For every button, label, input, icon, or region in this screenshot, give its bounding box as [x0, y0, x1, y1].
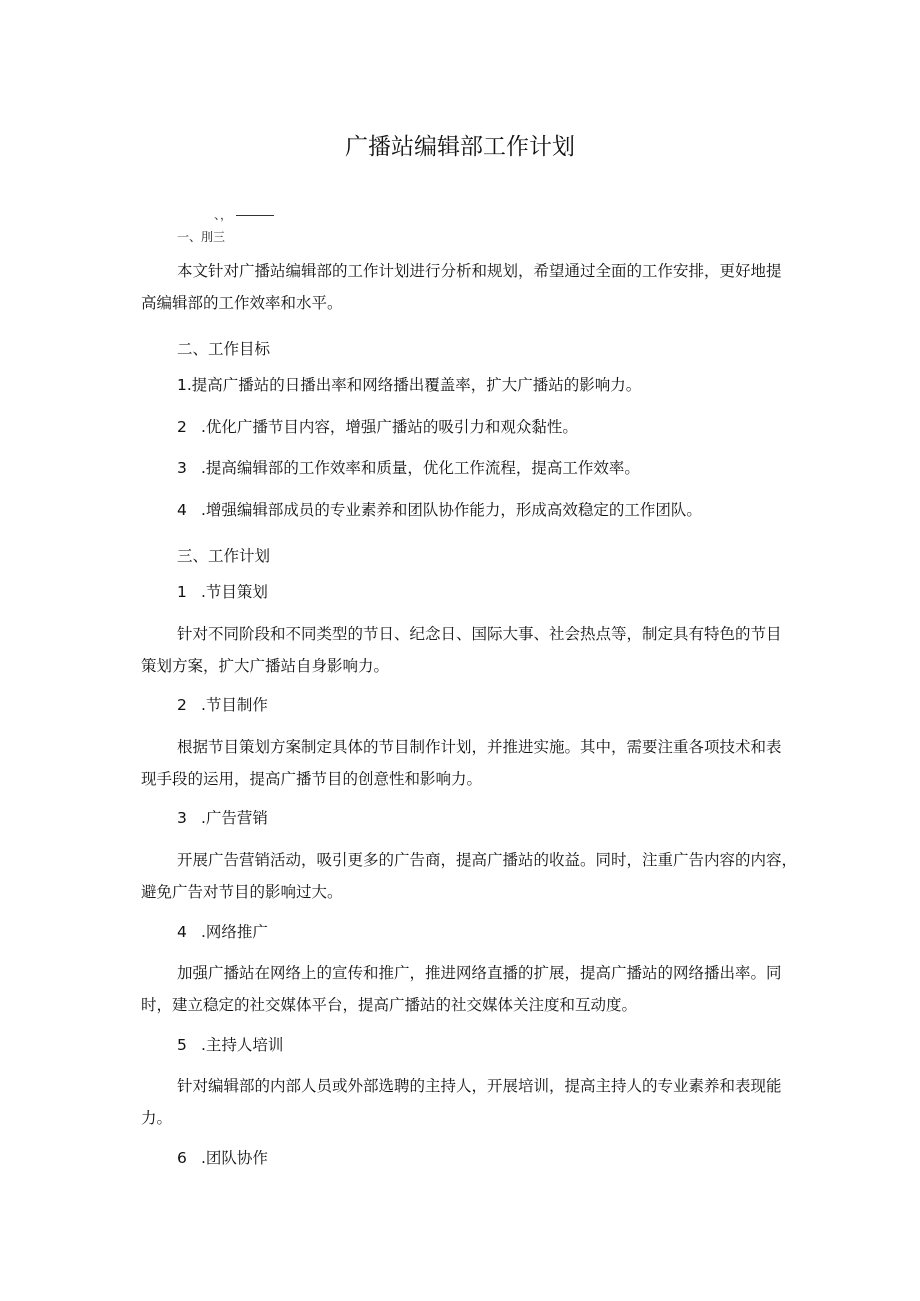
item-5-number: 5	[177, 1036, 187, 1054]
item-4-title	[177, 925, 268, 941]
item-3-number: 3	[177, 809, 187, 827]
goal-2	[177, 420, 578, 436]
item-4-line-1: 加强广播站在网络上的宣传和推广，推进网络直播的扩展，提高广播站的网络播出率。同	[177, 964, 782, 982]
goal-2-text: .优化广播节目内容，增强广播站的吸引力和观众黏性。	[201, 418, 578, 436]
item-6-number: 6	[177, 1149, 187, 1167]
document-title: 广播站编辑部工作计划	[345, 134, 575, 160]
item-1-line-2: 策划方案，扩大广播站自身影响力。	[141, 657, 390, 675]
intro-heading: 一、刖三	[177, 230, 226, 244]
item-1-title	[177, 585, 268, 601]
item-2-number: 2	[177, 696, 187, 714]
item-5-title	[177, 1038, 283, 1054]
scan-artifact	[214, 206, 274, 223]
goal-3-text: .提高编辑部的工作效率和质量，优化工作流程，提高工作效率。	[201, 459, 640, 477]
goal-3-number: 3	[177, 459, 187, 477]
item-2-line-2: 现手段的运用，提高广播节目的创意性和影响力。	[141, 770, 483, 788]
item-3-title	[177, 811, 268, 827]
goal-4-number: 4	[177, 501, 187, 519]
item-6-title-text: .团队协作	[201, 1149, 268, 1167]
goal-1: 1.提高广播站的日播出率和网络播出覆盖率，扩大广播站的影响力。	[177, 376, 642, 394]
goal-3	[177, 461, 640, 477]
item-1-title-text: .节目策划	[201, 583, 268, 601]
item-2-line-1: 根据节目策划方案制定具体的节目制作计划，并推进实施。其中，需要注重各项技术和表	[177, 738, 782, 756]
item-1-number: 1	[177, 583, 187, 601]
intro-line-2: 高编辑部的工作效率和水平。	[141, 294, 343, 312]
goals-heading: 二、工作目标	[177, 340, 271, 358]
item-5-title-text: .主持人培训	[201, 1036, 284, 1054]
item-4-line-2: 时，建立稳定的社交媒体平台，提高广播站的社交媒体关注度和互动度。	[141, 996, 638, 1014]
item-5-line-2: 力。	[141, 1109, 173, 1127]
goal-4	[177, 503, 702, 519]
item-3-line-2: 避免广告对节目的影响过大。	[141, 883, 343, 901]
item-4-title-text: .网络推广	[201, 923, 268, 941]
item-3-line-1: 开展广告营销活动，吸引更多的广告商，提高广播站的收益。同时，注重广告内容的内容，	[177, 851, 798, 869]
scan-artifact-line	[236, 215, 274, 216]
item-5-line-1: 针对编辑部的内部人员或外部选聘的主持人，开展培训，提高主持人的专业素养和表现能	[177, 1077, 782, 1095]
goal-2-number: 2	[177, 418, 187, 436]
item-1-line-1: 针对不同阶段和不同类型的节日、纪念日、国际大事、社会热点等，制定具有特色的节目	[177, 625, 782, 643]
scan-artifact-text: 、，	[214, 208, 233, 222]
item-2-title-text: .节目制作	[201, 696, 268, 714]
item-6-title	[177, 1151, 268, 1167]
item-2-title	[177, 698, 268, 714]
item-4-number: 4	[177, 923, 187, 941]
intro-line-1: 本文针对广播站编辑部的工作计划进行分析和规划，希望通过全面的工作安排，更好地提	[177, 262, 782, 280]
plan-heading: 三、工作计划	[177, 547, 271, 565]
item-3-title-text: .广告营销	[201, 809, 268, 827]
goal-4-text: .增强编辑部成员的专业素养和团队协作能力，形成高效稳定的工作团队。	[201, 501, 702, 519]
